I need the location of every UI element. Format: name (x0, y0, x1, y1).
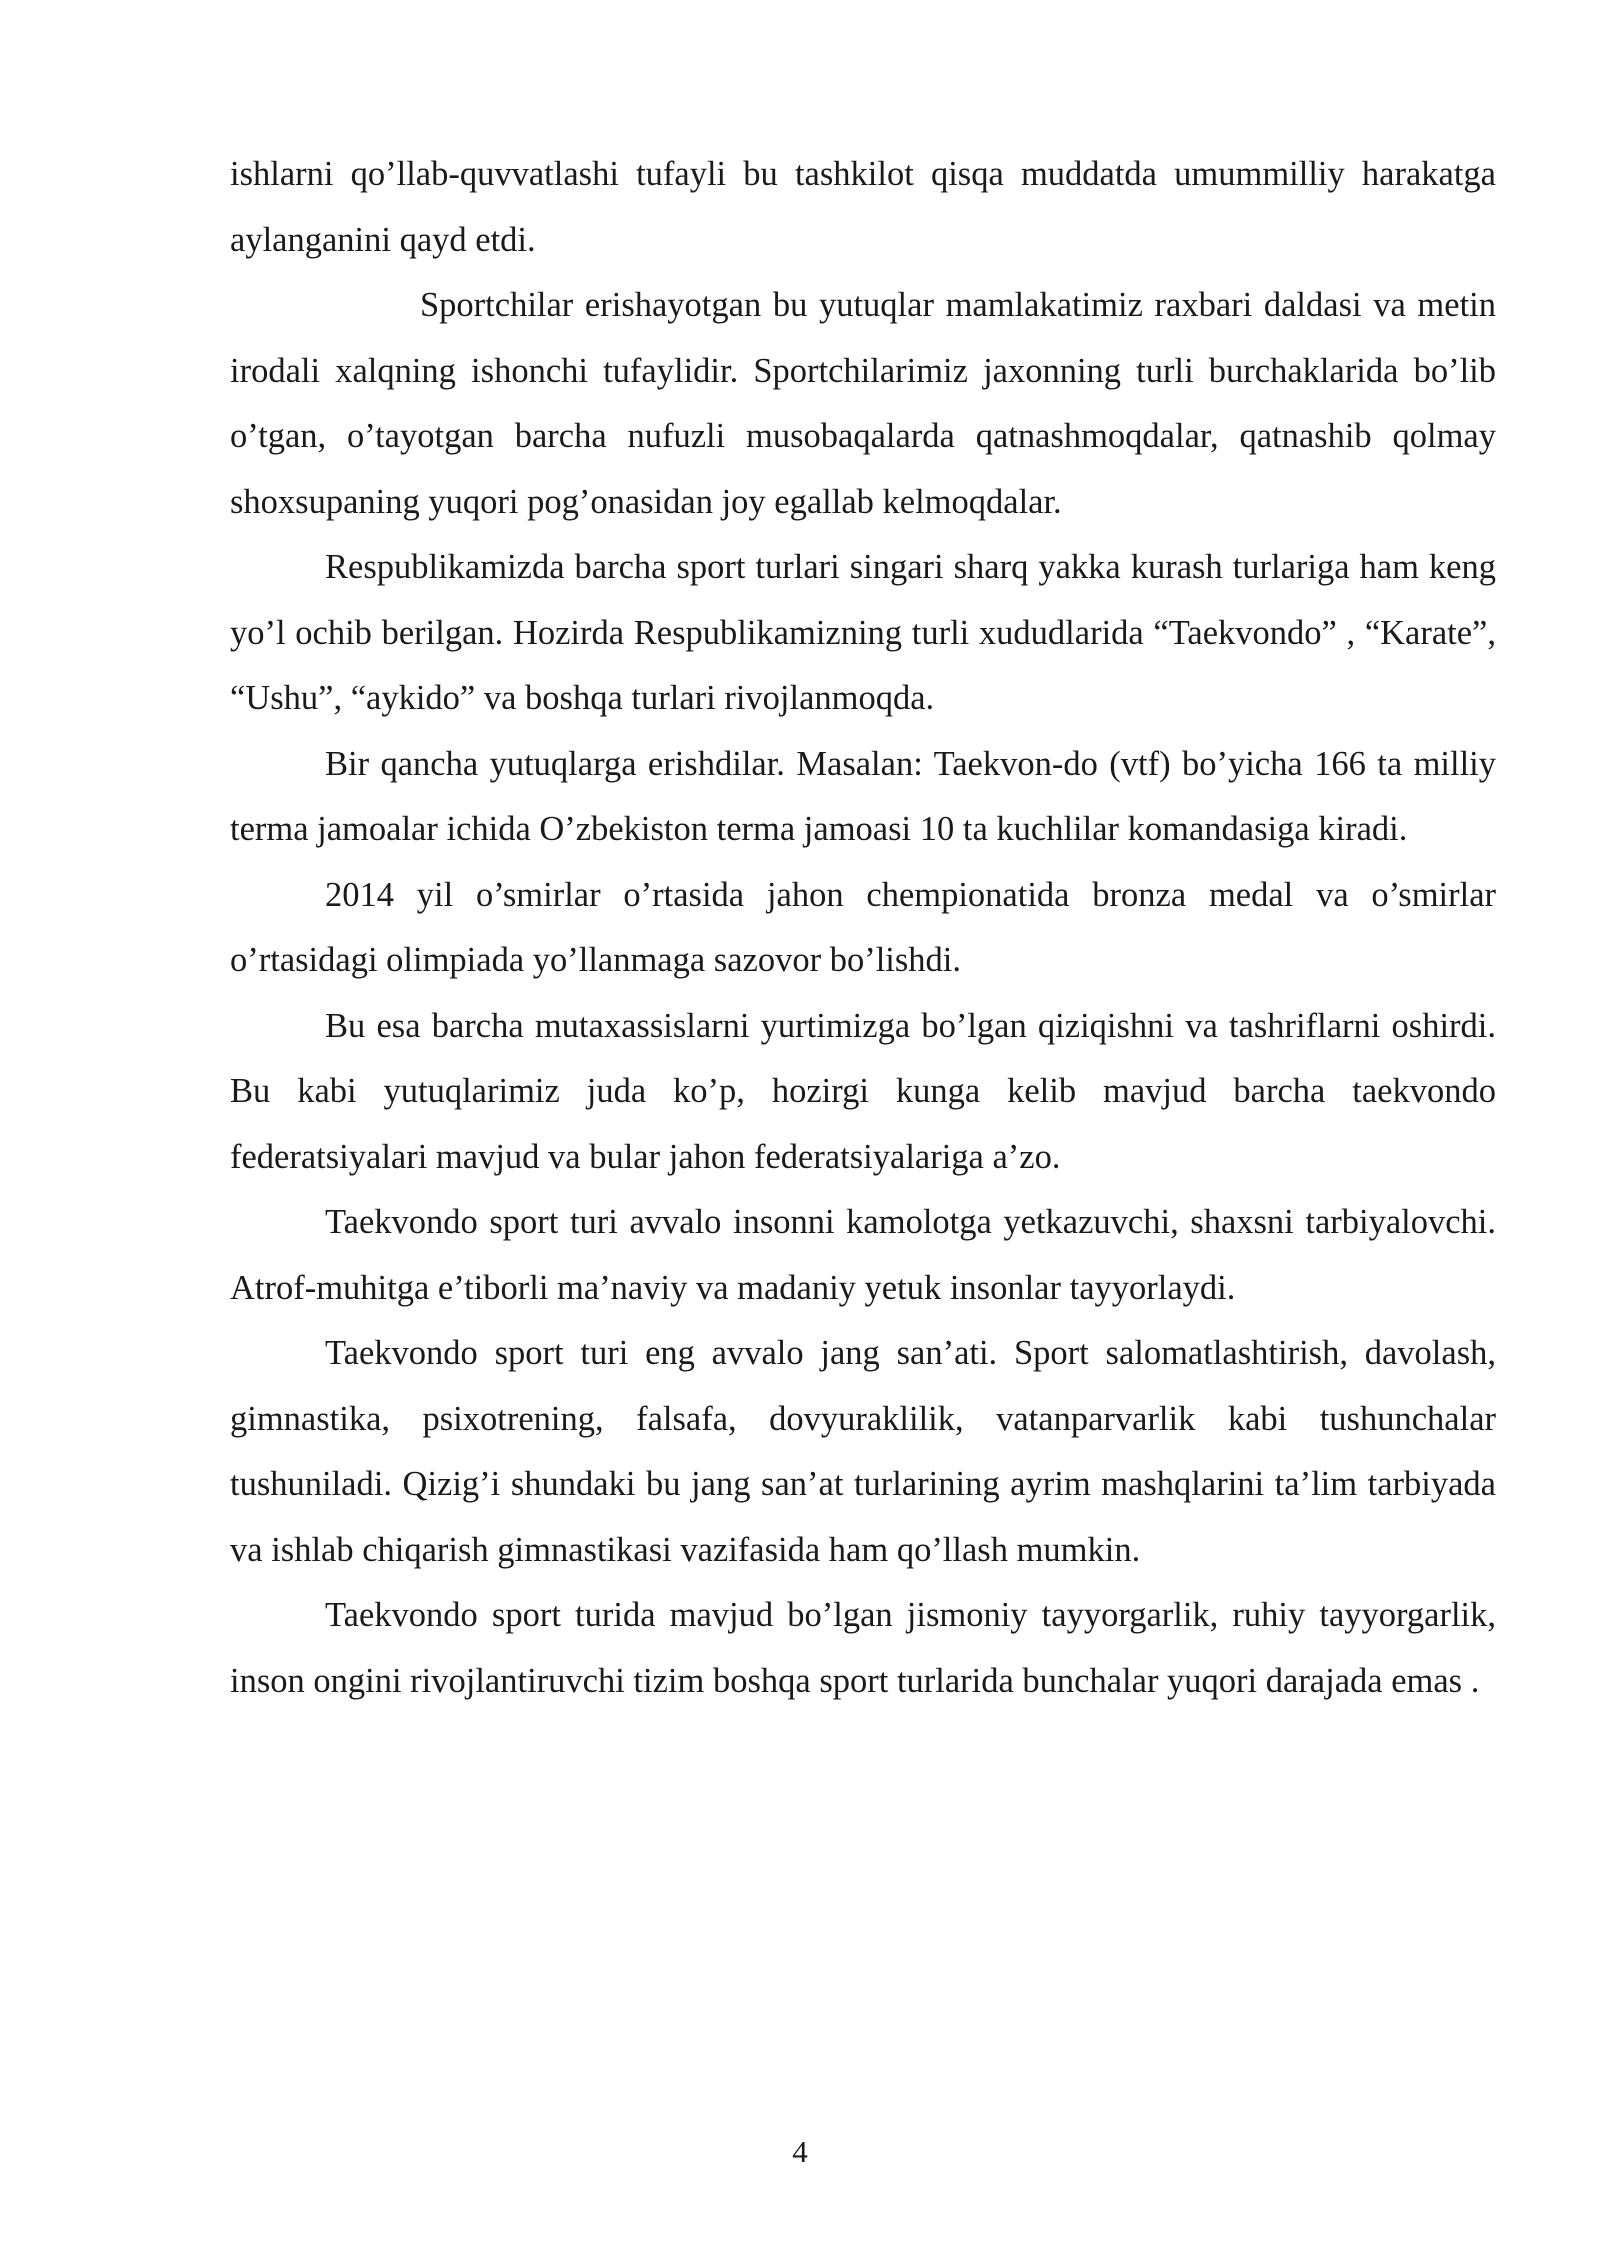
page-number: 4 (792, 2134, 808, 2169)
paragraph-specialists-interest: Bu esa barcha mutaxassislarni yurtimizga bo’lgan qiziqishni va tashriflarni oshirdi. Bu kabi yutuqlarimiz juda ko’p, hozirgi kunga kelib mavjud barcha taekvondo federatsiyalari mavjud va bular jahon federatsiyalariga a’zo. (230, 1006, 1496, 1176)
document-body (230, 142, 1496, 1714)
paragraph-taekwondo-upbringing: Taekvondo sport turi avvalo insonni kamolotga yetkazuvchi, shaxsni tarbiyalovchi. Atrof-muhitga e’tiborli ma’naviy va madaniy yetuk insonlar tayyorlaydi. (230, 1203, 1496, 1307)
paragraph-2014-championship: 2014 yil o’smirlar o’rtasida jahon chempionatida bronza medal va o’smirlar o’rtasidagi olimpiada yo’llanmaga sazovor bo’lishdi. (230, 875, 1496, 979)
paragraph-taekwondo-preparation: Taekvondo sport turida mavjud bo’lgan jismoniy tayyorgarlik, ruhiy tayyorgarlik, inson ongini rivojlantiruvchi tizim boshqa sport turlarida bunchalar yuqori darajada emas . (230, 1596, 1496, 1700)
paragraph-continuation: ishlarni qo’llab-quvvatlashi tufayli bu tashkilot qisqa muddatda umummilliy harakatga aylanganini qayd etdi. (230, 155, 1496, 259)
paragraph-achievements-rankings: Bir qancha yutuqlarga erishdilar. Masalan: Taekvon-do (vtf) bo’yicha 166 ta milliy terma jamoalar ichida O’zbekiston terma jamoasi 10 ta kuchlilar komandasiga kiradi. (230, 744, 1496, 848)
paragraph-martial-arts-republic: Respublikamizda barcha sport turlari singari sharq yakka kurash turlariga ham keng yo’l ochib berilgan. Hozirda Respublikamizning turli xududlarida “Taekvondo” , “Karate”, “Ushu”, “aykido” va boshqa turlari rivojlanmoqda. (230, 548, 1496, 717)
paragraph-sportsmen-achievements: Sportchilar erishayotgan bu yutuqlar mamlakatimiz raxbari daldasi va metin irodali xalqning ishonchi tufaylidir. Sportchilarimiz jaxonning turli burchaklarida bo’lib o’tgan, o’tayotgan barcha nufuzli musobaqalarda qatnashmoqdalar, qatnashib qolmay shoxsupaning yuqori pog’onasidan joy egallab kelmoqdalar. (230, 286, 1496, 521)
paragraph-taekwondo-martial-art: Taekvondo sport turi eng avvalo jang san’ati. Sport salomatlashtirish, davolash, gimnastika, psixotrening, falsafa, dovyuraklilik, vatanparvarlik kabi tushunchalar tushuniladi. Qizig’i shundaki bu jang san’at turlarining ayrim mashqlarini ta’lim tarbiyada va ishlab chiqarish gimnastikasi vazifasida ham qo’llash mumkin. (230, 1334, 1496, 1569)
